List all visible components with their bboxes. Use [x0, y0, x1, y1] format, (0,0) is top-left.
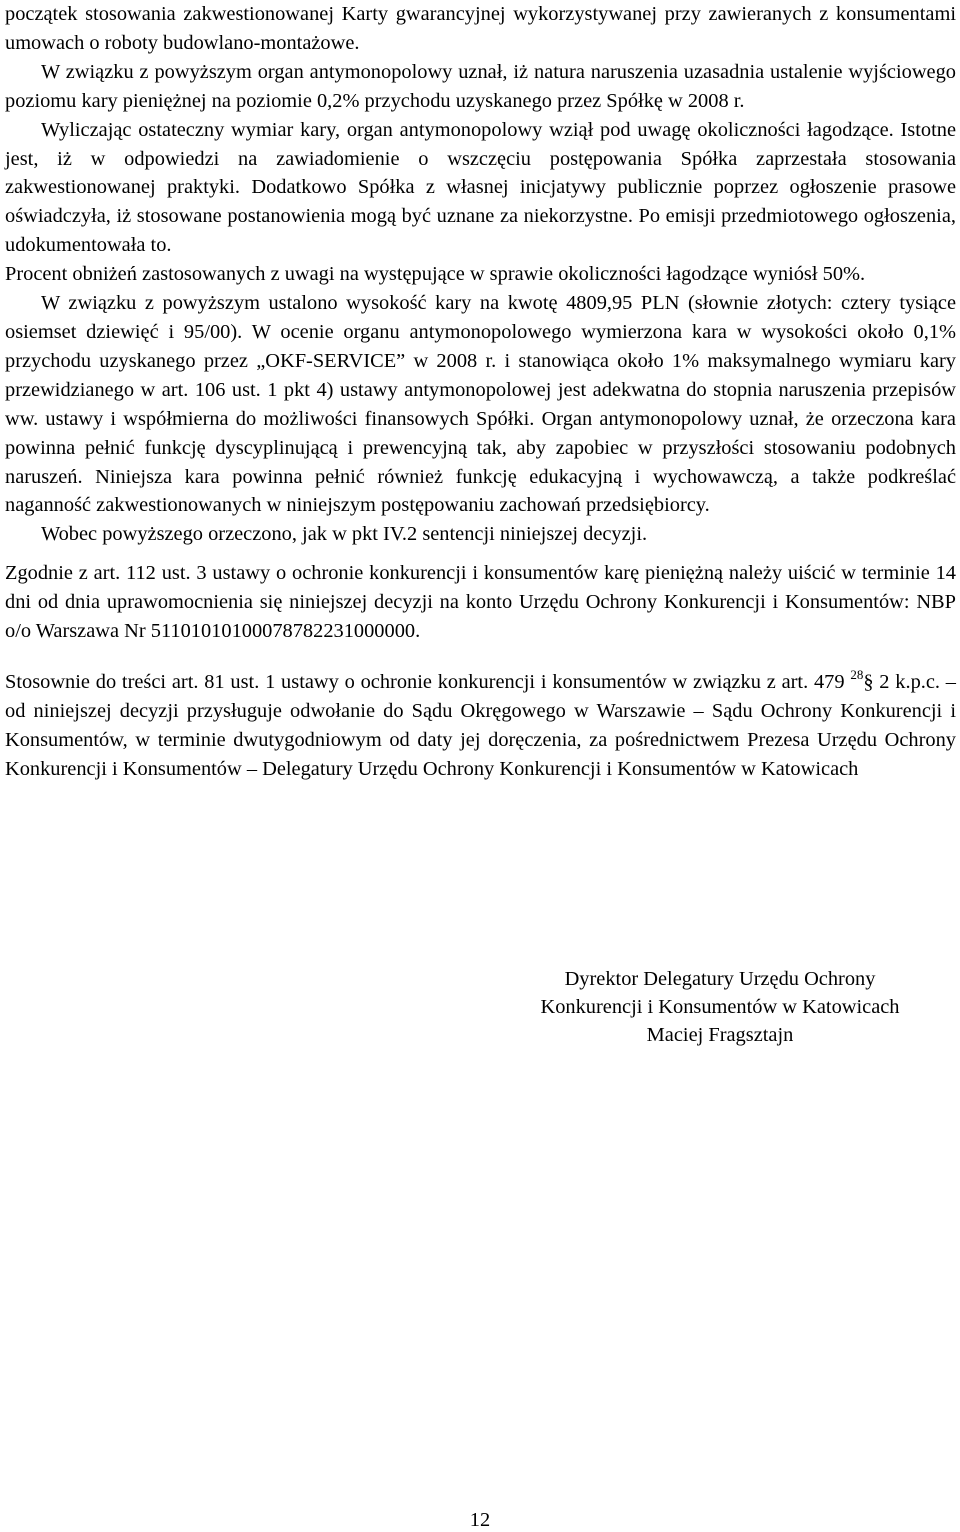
paragraph-pouczenie-odwolanie [5, 668, 956, 784]
page-number: 12 [469, 1509, 491, 1531]
paragraph-karta-gwarancyjna: początek stosowania zakwestionowanej Karty gwarancyjnej wykorzystywanej przy zawieranych z konsumentami umowach o roboty budowlano-montażowe. [5, 3, 956, 54]
appeal-text-start: Stosownie do treści art. 81 ust. 1 ustawy o ochronie konkurencji i konsumentów w związku z art. 479 [5, 670, 845, 693]
appeal-superscript: 28 [850, 666, 864, 682]
paragraph-wysokosc-kary: W związku z powyższym ustalono wysokość kary na kwotę 4809,95 PLN (słownie złotych: cztery tysiące osiemset dziewięć i 95/00). W ocenie organu antymonopolowego wymierzona kara w wysokości około 0,1% przychodu uzyskanego przez „OKF-SERVICE” w 2008 r. i stanowiąca około 1% maksymalnego wymiaru kary przewidzianego w art. 106 ust. 1 pkt 4) ustawy antymonopolowej jest adekwatna do stopnia naruszenia przepisów ww. ustawy i współmierna do możliwości finansowych Spółki. Organ antymonopolowy uznał, że orzeczona kara powinna pełnić funkcję dyscyplinującą i prewencyjną tak, aby zapobiec w przyszłości stosowaniu podobnych naruszeń. Niniejsza kara powinna pełnić również funkcję edukacyjną i wychowawczą, a także podkreślać naganność zakwestionowanych w niniejszym postępowaniu zachowań przedsiębiorcy. [5, 292, 956, 517]
appeal-text-end: 2 k.p.c. – od niniejszej decyzji przysługuje odwołanie do Sądu Okręgowego w Warszawie – Sądu Ochrony Konkurencji i Konsumentów, w terminie dwutygodniowym od daty jej doręczenia, za pośrednictwem Prezesa Urzędu Ochrony Konkurencji i Konsumentów – Delegatury Urzędu Ochrony Konkurencji i Konsumentów w Katowicach [5, 670, 956, 780]
paragraph-okolicznosci-lagodzace: Wyliczając ostateczny wymiar kary, organ antymonopolowy wziął pod uwagę okoliczności łagodzące. Istotne jest, iż w odpowiedzi na zawiadomienie o wszczęciu postępowania Spółka zaprzestała stosowania zakwestionowanej praktyki. Dodatkowo Spółka z własnej inicjatywy publicznie poprzez ogłoszenie prasowe oświadczyła, iż stosowane postanowienia mogą być uznane za niekorzystne. Po emisji przedmiotowego ogłoszenia, udokumentowała to. [5, 118, 956, 257]
paragraph-procent-obnizen: Procent obniżeń zastosowanych z uwagi na występujące w sprawie okoliczności łagodzące wyniósł 50%. [5, 263, 866, 286]
section-sign: § [863, 670, 874, 693]
document-body [5, 0, 956, 784]
paragraph-termin-platnosci: Zgodnie z art. 112 ust. 3 ustawy o ochronie konkurencji i konsumentów karę pieniężną należy uiścić w terminie 14 dni od dnia uprawomocnienia się niniejszej decyzji na konto Urzędu Ochrony Konkurencji i Konsumentów: NBP o/o Warszawa Nr 51101010100078782231000000. [5, 562, 956, 643]
signature-title-line2: Konkurencji i Konsumentów w Katowicach [540, 996, 900, 1018]
paragraph-poziom-kary: W związku z powyższym organ antymonopolowy uznał, iż natura naruszenia uzasadnia ustalenie wyjściowego poziomu kary pieniężnej na poziomie 0,2% przychodu uzyskanego przez Spółkę w 2008 r. [5, 60, 956, 112]
signature-name: Maciej Fragsztajn [646, 1024, 794, 1046]
paragraph-orzeczenie: Wobec powyższego orzeczono, jak w pkt IV.2 sentencji niniejszej decyzji. [41, 523, 648, 546]
signature-block [490, 965, 950, 1049]
signature-title-line1: Dyrektor Delegatury Urzędu Ochrony [564, 968, 876, 990]
